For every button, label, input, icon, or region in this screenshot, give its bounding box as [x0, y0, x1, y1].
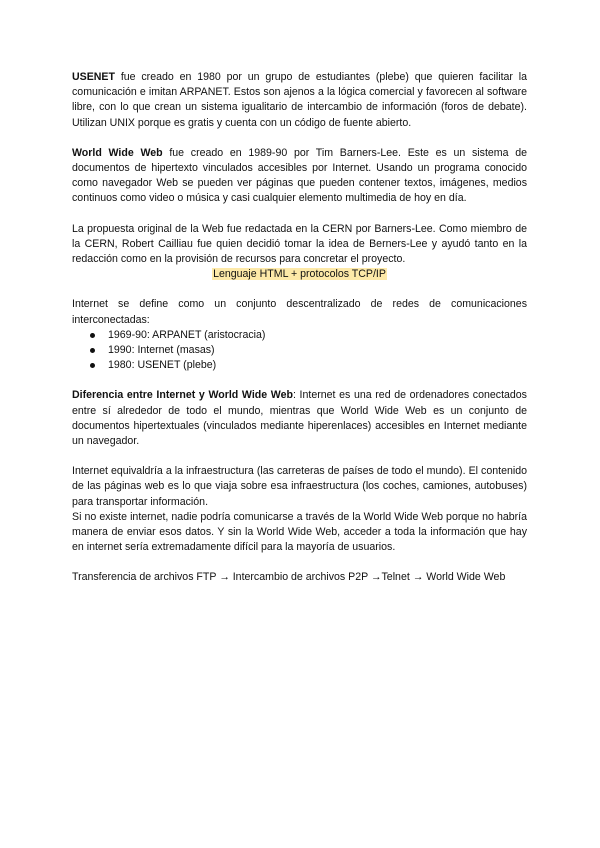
bullet-icon: [90, 363, 95, 368]
analogy-paragraph-2: Si no existe internet, nadie podría comunicarse a través de la World Wide Web porque no habría manera de enviar esos datos. Y sin la World Wide Web, acceder a toda la información que hay en internet sería extremadamente difícil para la mayoría de usuarios.: [72, 510, 527, 554]
usenet-paragraph: [72, 70, 527, 131]
www-text: fue creado en 1989-90 por Tim Barners-Lee. Este es un sistema de documentos de hipertexto vinculados accesibles por Internet. Usando un programa conocido como navegador Web se pueden ver páginas que pueden contener textos, imágenes, medios continuos como video o música y casi cualquier elemento multimedia de hoy en día.: [72, 146, 527, 205]
list-item: 1990: Internet (masas): [108, 343, 527, 358]
highlight-line: [72, 267, 527, 282]
internet-paragraph: Internet se define como un conjunto descentralizado de redes de comunicaciones interconectadas:: [72, 298, 527, 326]
document-page: [72, 70, 527, 586]
difference-paragraph: [72, 388, 527, 449]
bullet-icon: [90, 333, 95, 338]
services-line: Transferencia de archivos FTP → Intercambio de archivos P2P →Telnet → World Wide Web: [72, 571, 506, 584]
www-term: World Wide Web: [72, 146, 163, 159]
difference-text: : Internet es una red de ordenadores conectados entre sí alrededor de todo el mundo, mientras que World Wide Web es un conjunto de documentos hipertextuales (vinculados mediante hiperenlaces) accesibles en Internet mediante un navegador.: [72, 389, 527, 448]
list-item: 1969-90: ARPANET (aristocracia): [108, 328, 527, 343]
list-item: 1980: USENET (plebe): [108, 358, 527, 373]
highlight-text: Lenguaje HTML + protocolos TCP/IP: [213, 268, 386, 281]
usenet-term: USENET: [72, 71, 115, 83]
www-paragraph: [72, 146, 527, 207]
difference-term: Diferencia entre Internet y World Wide Web: [72, 389, 293, 402]
proposal-paragraph: La propuesta original de la Web fue redactada en la CERN por Barners-Lee. Como miembro de la CERN, Robert Cailliau fue quien decidió tomar la idea de Berners-Lee y ayudó tanto en la redacción como en la provisión de recursos para concretar el proyecto.: [72, 222, 527, 266]
internet-list: [72, 328, 527, 374]
bullet-icon: [90, 348, 95, 353]
usenet-text: fue creado en 1980 por un grupo de estudiantes (plebe) que quieren facilitar la comunicación e imitan ARPANET. Estos son ajenos a la lógica comercial y favorecen al software libre, con lo que crean un sistema igualitario de intercambio de información (foros de debate). Utilizan UNIX porque es gratis y cuenta con un código de fuente abierto.: [72, 71, 527, 129]
analogy-paragraph-1: Internet equivaldría a la infraestructura (las carreteras de países de todo el mundo). El contenido de las páginas web es lo que viaja sobre esa infraestructura (los coches, camiones, autobuses) para transportar información.: [72, 465, 527, 508]
